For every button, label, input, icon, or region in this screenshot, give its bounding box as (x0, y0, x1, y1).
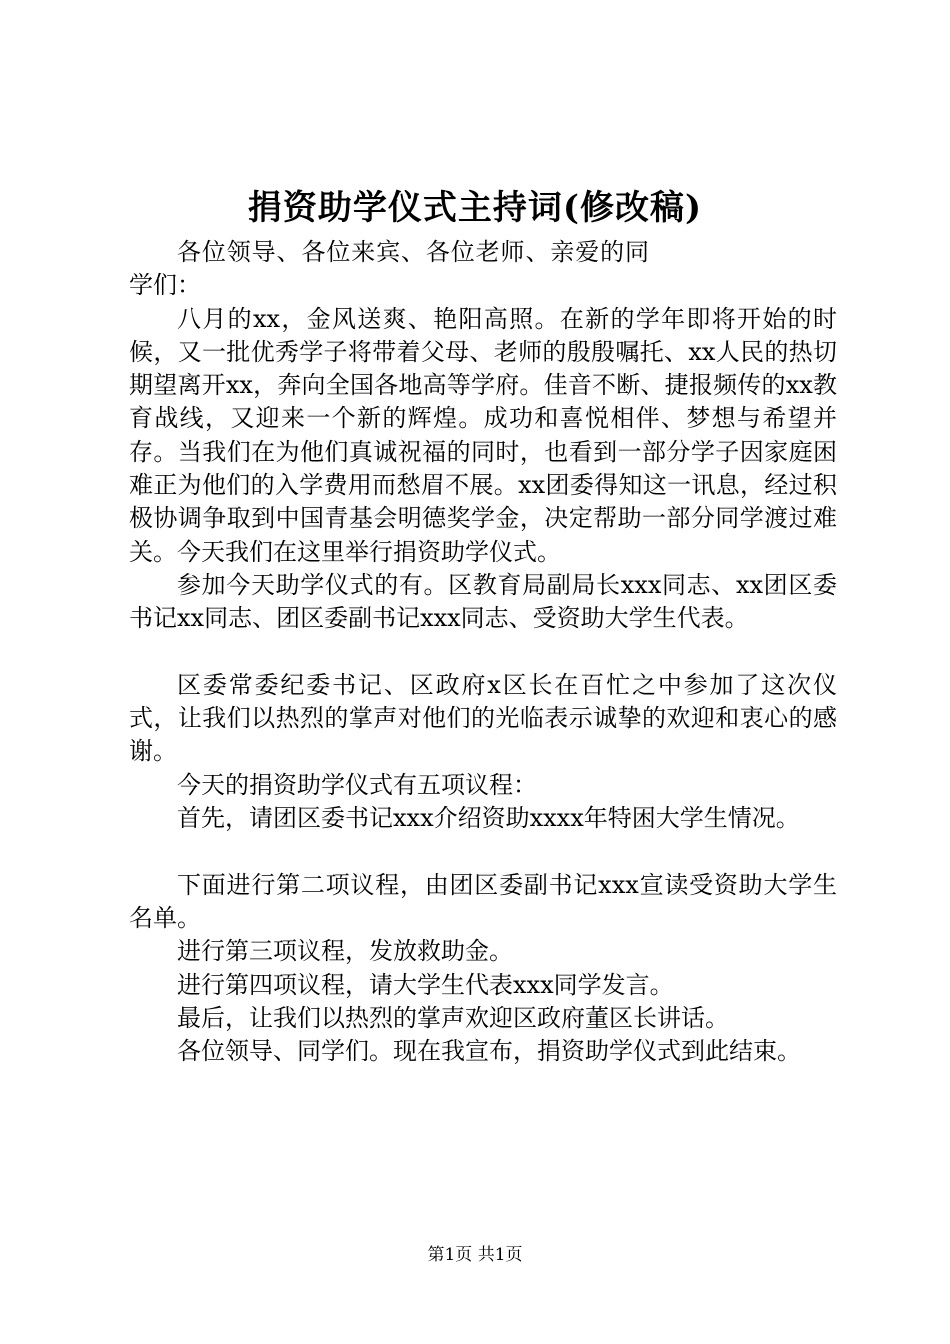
document-body (129, 236, 837, 1068)
agenda-intro-paragraph: 今天的捐资助学仪式有五项议程： (177, 770, 537, 799)
agenda-item-2: 下面进行第二项议程，由团区委副书记xxx宣读受资助大学生名单。 (129, 870, 837, 932)
agenda-item-4: 进行第四项议程，请大学生代表xxx同学发言。 (177, 970, 674, 999)
blank-line (129, 835, 837, 868)
closing-paragraph: 各位领导、同学们。现在我宣布，捐资助学仪式到此结束。 (177, 1037, 801, 1066)
page-footer: 第1页 共1页 (427, 1245, 523, 1265)
agenda-item-5: 最后，让我们以热烈的掌声欢迎区政府董区长讲话。 (177, 1003, 729, 1032)
document-title: 捐资助学仪式主持词(修改稿) (247, 188, 703, 228)
welcome-paragraph: 区委常委纪委书记、区政府x区长在百忙之中参加了这次仪式，让我们以热烈的掌声对他们的光临表示诚挚的欢迎和衷心的感谢。 (129, 670, 837, 766)
salutation-paragraph: 各位领导、各位来宾、各位老师、亲爱的同学们： (129, 238, 649, 300)
agenda-item-1: 首先，请团区委书记xxx介绍资助xxxx年特困大学生情况。 (177, 804, 800, 833)
agenda-item-3: 进行第三项议程，发放救助金。 (177, 937, 513, 966)
blank-line (129, 636, 837, 669)
intro-paragraph: 八月的xx，金风送爽、艳阳高照。在新的学年即将开始的时候，又一批优秀学子将带着父母、老师的殷殷嘱托、xx人民的热切期望离开xx，奔向全国各地高等学府。佳音不断、捷报频传的xx教育战线，又迎来一个新的辉煌。成功和喜悦相伴、梦想与希望并存。当我们在为他们真诚祝福的同时，也看到一部分学子因家庭困难正为他们的入学费用而愁眉不展。xx团委得知这一讯息，经过积极协调争取到中国青基会明德奖学金，决定帮助一部分同学渡过难关。今天我们在这里举行捐资助学仪式。 (129, 304, 837, 566)
attendees-paragraph: 参加今天助学仪式的有。区教育局副局长xxx同志、xx团区委书记xx同志、团区委副书记xxx同志、受资助大学生代表。 (129, 570, 837, 633)
